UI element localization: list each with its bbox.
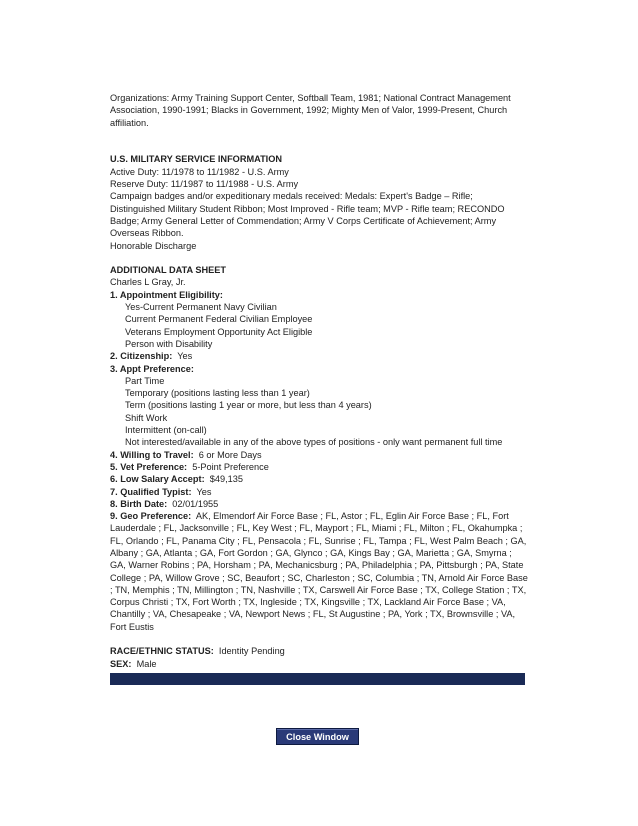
salary-value: $49,135 bbox=[209, 474, 243, 485]
race-value: Identity Pending bbox=[218, 646, 285, 657]
list-item: Person with Disability bbox=[125, 338, 213, 349]
sex-row bbox=[110, 658, 530, 670]
campaign-medals: Campaign badges and/or expeditionary medals received: Medals: Expert's Badge – Rifle; Distinguished Military Student Ribbon; Most Improved - Rifle team; MVP - Rifle team; RECONDO Badge; Army General Letter of Commendation; Army V Corps Certificate of Achievement; Army Overseas Ribbon. bbox=[110, 191, 505, 239]
birth-label: 8. Birth Date: bbox=[110, 498, 168, 509]
travel-label: 4. Willing to Travel: bbox=[110, 449, 194, 460]
document-body bbox=[110, 92, 530, 670]
typist-label: 7. Qualified Typist: bbox=[110, 486, 192, 497]
list-item: Veterans Employment Opportunity Act Eligible bbox=[125, 326, 313, 337]
additional-section bbox=[110, 264, 530, 633]
additional-heading: ADDITIONAL DATA SHEET bbox=[110, 265, 227, 276]
typist-row bbox=[110, 486, 530, 498]
reserve-duty: Reserve Duty: 11/1987 to 11/1988 - U.S. Army bbox=[110, 179, 299, 190]
list-item: Intermittent (on-call) bbox=[125, 425, 207, 436]
geo-row bbox=[110, 510, 530, 633]
military-section bbox=[110, 153, 530, 251]
citizenship-value: Yes bbox=[177, 351, 193, 362]
race-row bbox=[110, 645, 530, 657]
list-item: Not interested/available in any of the above types of positions - only want permanent full time bbox=[125, 437, 503, 448]
race-label: RACE/ETHNIC STATUS: bbox=[110, 646, 214, 657]
citizenship-row bbox=[110, 350, 530, 362]
salary-label: 6. Low Salary Accept: bbox=[110, 474, 205, 485]
vet-label: 5. Vet Preference: bbox=[110, 461, 188, 472]
list-item: Part Time bbox=[125, 375, 165, 386]
sex-label: SEX: bbox=[110, 658, 132, 669]
list-item: Temporary (positions lasting less than 1 year) bbox=[125, 388, 310, 399]
list-item: Current Permanent Federal Civilian Employee bbox=[125, 314, 313, 325]
citizenship-label: 2. Citizenship: bbox=[110, 351, 173, 362]
travel-row bbox=[110, 449, 530, 461]
discharge: Honorable Discharge bbox=[110, 240, 197, 251]
organizations-paragraph: Organizations: Army Training Support Center, Softball Team, 1981; National Contract Management Association, 1990-1991; Blacks in Government, 1992; Mighty Men of Valor, 1999-Present, Church affiliation. bbox=[110, 93, 511, 128]
vet-row bbox=[110, 461, 530, 473]
applicant-name: Charles L Gray, Jr. bbox=[110, 277, 186, 288]
geo-value: AK, Elmendorf Air Force Base ; FL, Astor ; FL, Eglin Air Force Base ; FL, Fort Lauderdale ; FL, Jacksonville ; FL, Key West ; FL, Mayport ; FL, Miami ; FL, Milton ; FL, Okahumpka ; FL, Orlando ; FL, Panama City ; FL, Pensacola ; FL, Sunrise ; FL, Tampa ; FL, West Palm Beach ; GA, Albany ; GA, Atlanta ; GA, Fort Gordon ; GA, Glynco ; GA, Kings Bay ; GA, Marietta ; GA, Smyrna ; GA, Warner Robins ; PA, Horsham ; PA, Mechanicsburg ; PA, Philadelphia ; PA, Pittsburgh ; PA, State College ; PA, Willow Grove ; SC, Beaufort ; SC, Charleston ; SC, Columbia ; TN, Arnold Air Force Base ; TN, Memphis ; TN, Millington ; TN, Nashville ; TX, Carswell Air Force Base ; TX, College Station ; TX, Corpus Christi ; TX, Fort Worth ; TX, Ingleside ; TX, Kingsville ; TX, Lackland Air Force Base ; VA, Chantilly ; VA, Chesapeake ; VA, Newport News ; FL, St Augustine ; PA, York ; TX, Brownsville ; VA, Fort Eustis bbox=[110, 511, 528, 632]
list-item: Yes-Current Permanent Navy Civilian bbox=[125, 302, 277, 313]
sex-value: Male bbox=[136, 658, 157, 669]
geo-label: 9. Geo Preference: bbox=[110, 511, 192, 522]
list-item: Shift Work bbox=[125, 412, 168, 423]
close-window-button[interactable]: Close Window bbox=[276, 728, 359, 745]
list-item: Term (positions lasting 1 year or more, but less than 4 years) bbox=[125, 400, 372, 411]
vet-value: 5-Point Preference bbox=[192, 461, 269, 472]
birth-row bbox=[110, 498, 530, 510]
appt-pref-label: 3. Appt Preference: bbox=[110, 363, 194, 374]
typist-value: Yes bbox=[196, 486, 212, 497]
salary-row bbox=[110, 473, 530, 485]
military-heading: U.S. MILITARY SERVICE INFORMATION bbox=[110, 154, 283, 165]
travel-value: 6 or More Days bbox=[198, 449, 262, 460]
appointment-label: 1. Appointment Eligibility: bbox=[110, 289, 223, 300]
birth-value: 02/01/1955 bbox=[172, 498, 219, 509]
footer-divider-bar bbox=[110, 673, 525, 685]
active-duty: Active Duty: 11/1978 to 11/1982 - U.S. Army bbox=[110, 166, 289, 177]
